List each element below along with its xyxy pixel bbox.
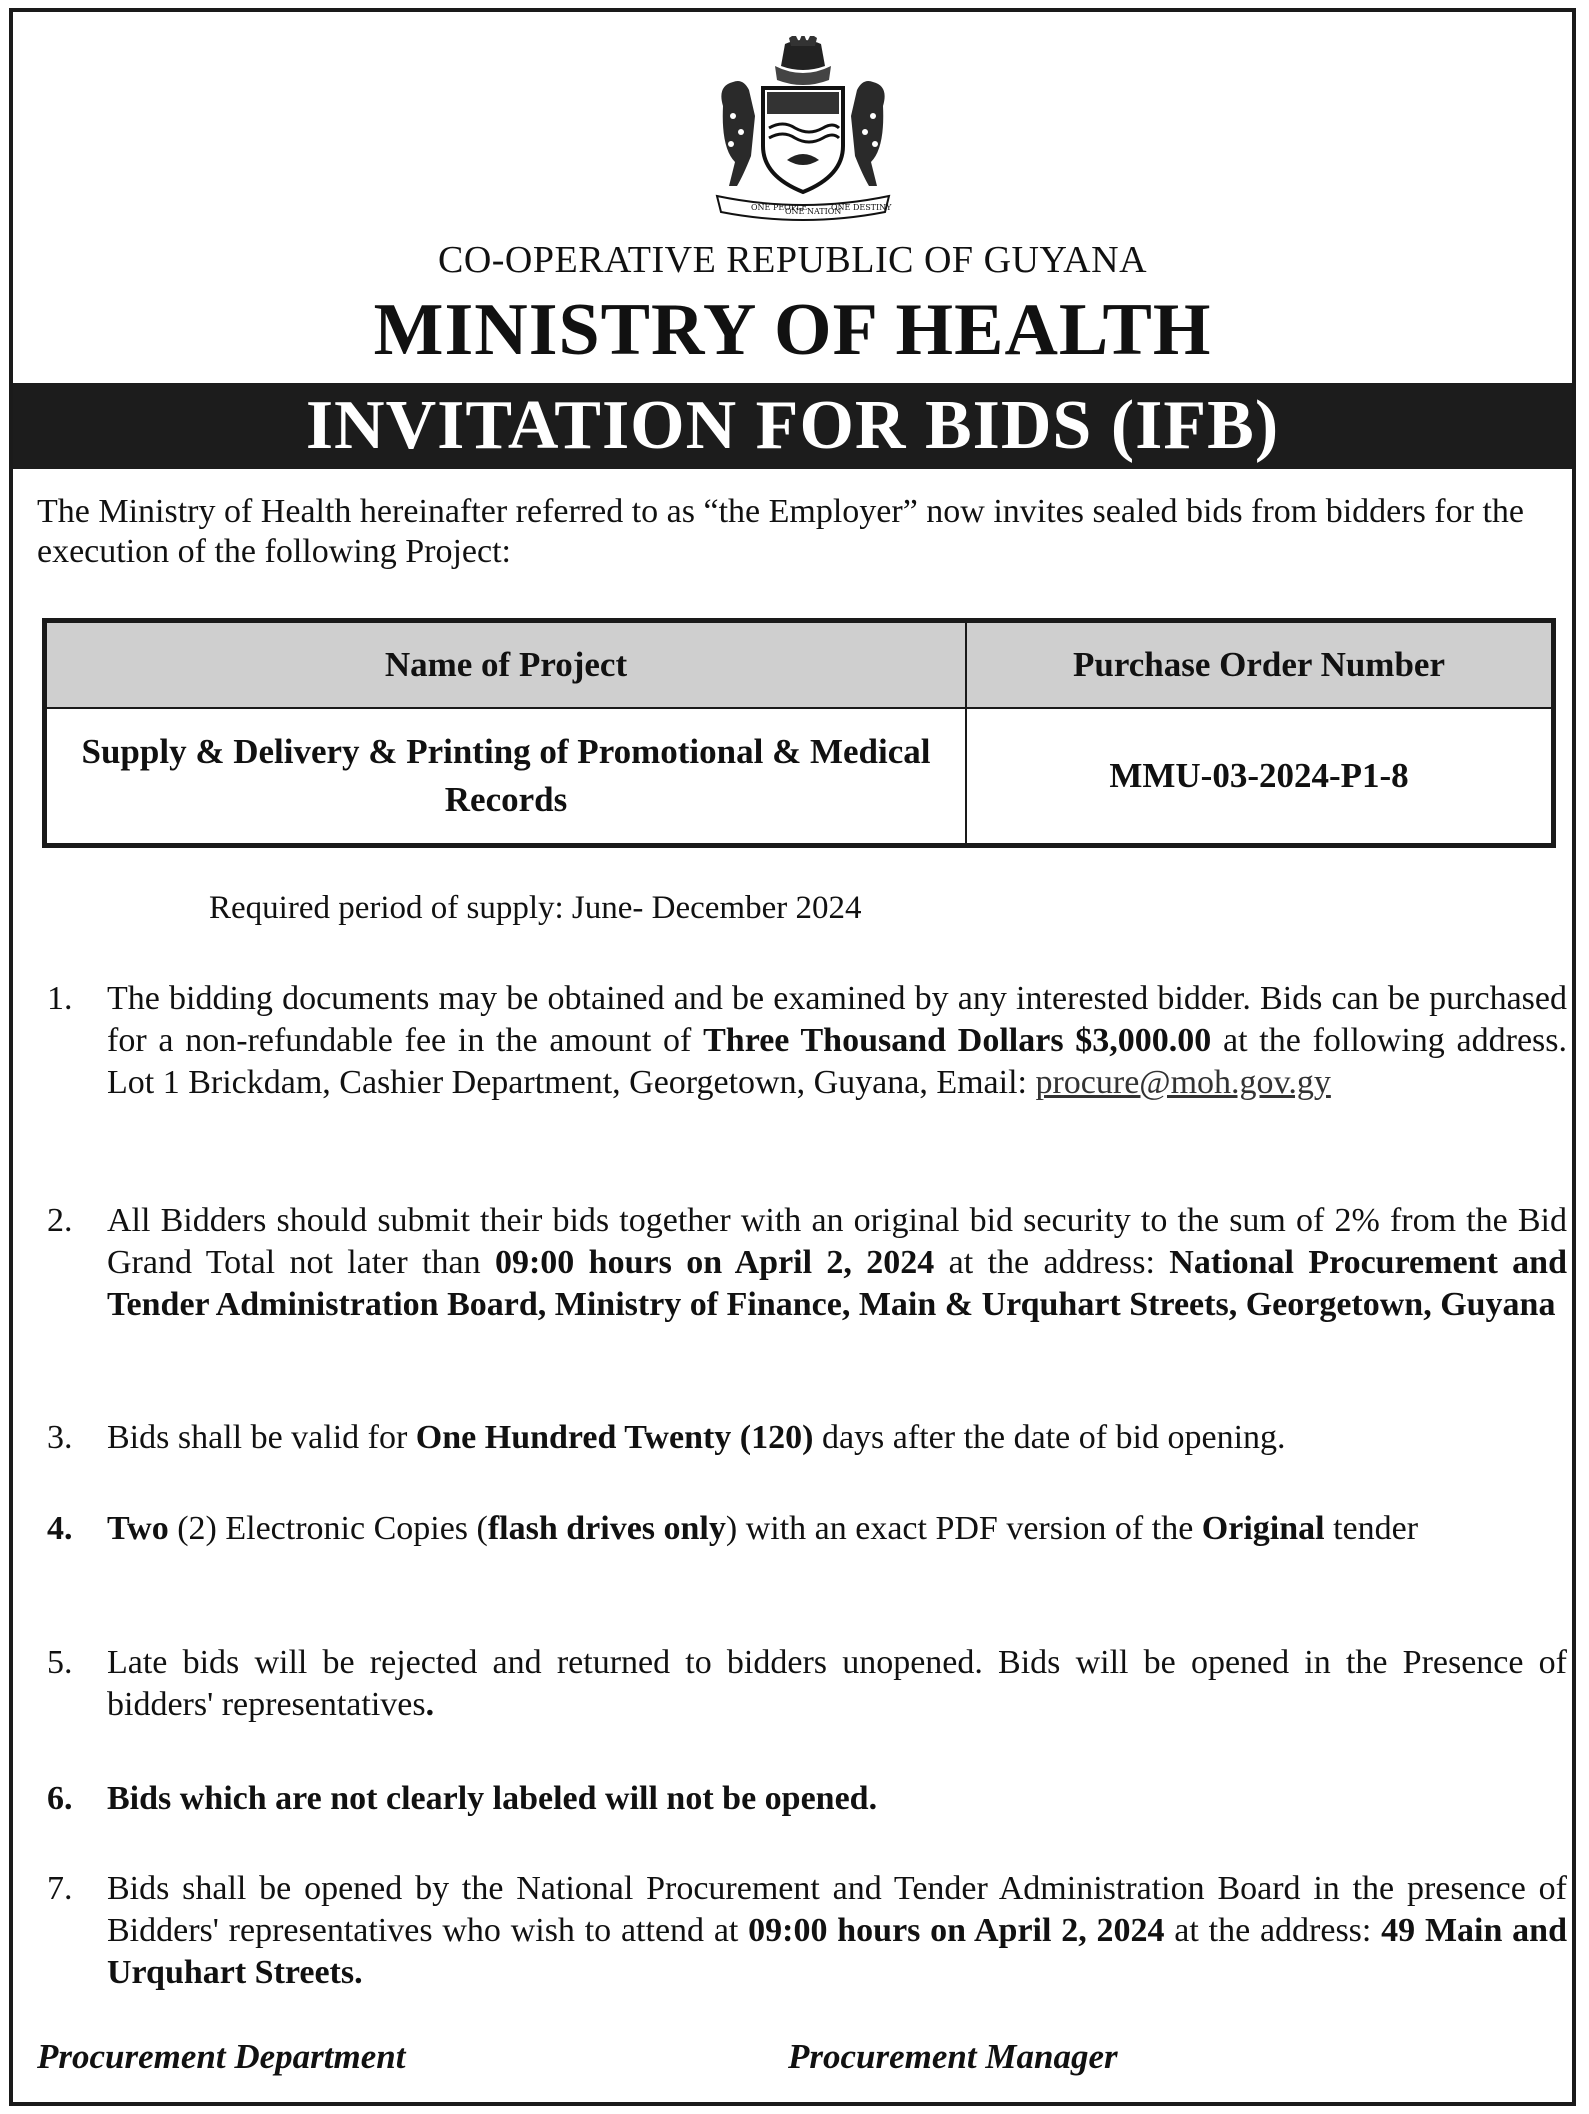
coat-of-arms-emblem (703, 36, 903, 226)
item-text-part: The bidding documents may be obtained and be examined by any interested bidder. Bids can be purchased for a non-refundable fee in the amount of (107, 980, 1567, 1059)
project-table (42, 618, 1556, 848)
item-text-part: Bids shall be opened by the National Procurement and Tender Administration Board in the presence of Bidders' representatives who wish to attend at (107, 1870, 1567, 1949)
item-text-part: days after the date of bid opening. (813, 1419, 1286, 1456)
list-item-2 (37, 1200, 1567, 1326)
email-link[interactable]: procure@moh.gov.gy (1035, 1064, 1331, 1101)
item-text-part: at the address: (1164, 1912, 1382, 1949)
item-number: 2. (47, 1202, 73, 1239)
deadline: 09:00 hours on April 2, 2024 (494, 1244, 935, 1281)
item-text-part: at the address: (934, 1244, 1170, 1281)
ifb-banner: INVITATION FOR BIDS (IFB) (13, 383, 1572, 469)
motto-left: ONE PEOPLE (751, 203, 808, 212)
item-text-part: All Bidders should submit their bids together with an original bid security to the sum of 2% from the Bid Grand Total not later than (107, 1202, 1567, 1281)
list-item-4 (37, 1508, 1567, 1550)
republic-title: CO-OPERATIVE REPUBLIC OF GUYANA (437, 239, 1148, 281)
item-text (107, 1642, 1567, 1726)
item-text (107, 978, 1567, 1104)
item-number: 4. (47, 1510, 73, 1547)
ifb-notice (9, 8, 1576, 2106)
item-text-bold: Two (107, 1510, 169, 1547)
item-text-bold: Original (1201, 1510, 1325, 1547)
table-row (45, 708, 1554, 846)
item-text (107, 1508, 1567, 1550)
motto-mid: ONE NATION (785, 207, 842, 216)
item-number: 5. (47, 1644, 73, 1681)
col-name-of-project: Name of Project (45, 621, 967, 709)
item-text (107, 1417, 1567, 1459)
list-item-6 (37, 1778, 1567, 1820)
item-text-part: Bids shall be valid for (107, 1419, 416, 1456)
intro-paragraph: The Ministry of Health hereinafter referred to as “the Employer” now invites sealed bids from bidders for the execution of the following Project: (37, 493, 1524, 570)
item-text-bold: flash drives only (487, 1510, 726, 1547)
item-text-bold: . (425, 1686, 435, 1723)
item-text (107, 1868, 1567, 1994)
submission-address: National Procurement and Tender Administration Board, Ministry of Finance, Main & Urquhart Streets, Georgetown, Guyana (107, 1244, 1567, 1323)
fee-amount: Three Thousand Dollars $3,000.00 (703, 1022, 1212, 1059)
opening-time: 09:00 hours on April 2, 2024 (748, 1912, 1165, 1949)
item-text (107, 1778, 1567, 1820)
supply-period: Required period of supply: June- December 2024 (209, 890, 862, 926)
item-text-part: at the following address. Lot 1 Brickdam, Cashier Department, Georgetown, Guyana, Email: (107, 1022, 1568, 1101)
item-text-part: (2) Electronic Copies ( (168, 1510, 488, 1547)
list-item-5 (37, 1642, 1567, 1726)
list-item-1 (37, 978, 1567, 1104)
po-number-cell: MMU-03-2024-P1-8 (966, 708, 1554, 846)
ministry-title: MINISTRY OF HEALTH (373, 289, 1212, 371)
item-number: 3. (47, 1419, 73, 1456)
motto-right: ONE DESTINY (831, 203, 892, 212)
opening-address: 49 Main and Urquhart Streets. (107, 1912, 1567, 1991)
validity-period: One Hundred Twenty (120) (415, 1419, 814, 1456)
item-number: 6. (47, 1780, 73, 1817)
project-name-cell: Supply & Delivery & Printing of Promotional & Medical Records (45, 708, 967, 846)
item-text-part: tender (1324, 1510, 1419, 1547)
item-text (107, 1200, 1567, 1326)
item-number: 1. (47, 980, 73, 1017)
item-text-bold: Bids which are not clearly labeled will not be opened. (107, 1780, 878, 1817)
item-number: 7. (47, 1870, 73, 1907)
item-text-part: ) with an exact PDF version of the (725, 1510, 1202, 1547)
footer-procurement-manager: Procurement Manager (788, 2037, 1118, 2076)
col-purchase-order: Purchase Order Number (966, 621, 1554, 709)
list-item-3 (37, 1417, 1567, 1459)
footer-procurement-department: Procurement Department (37, 2037, 406, 2076)
item-text-part: Late bids will be rejected and returned to bidders unopened. Bids will be opened in the Presence of bidders' representatives (107, 1644, 1567, 1723)
table-header-row (45, 621, 1554, 709)
list-item-7 (37, 1868, 1567, 1994)
